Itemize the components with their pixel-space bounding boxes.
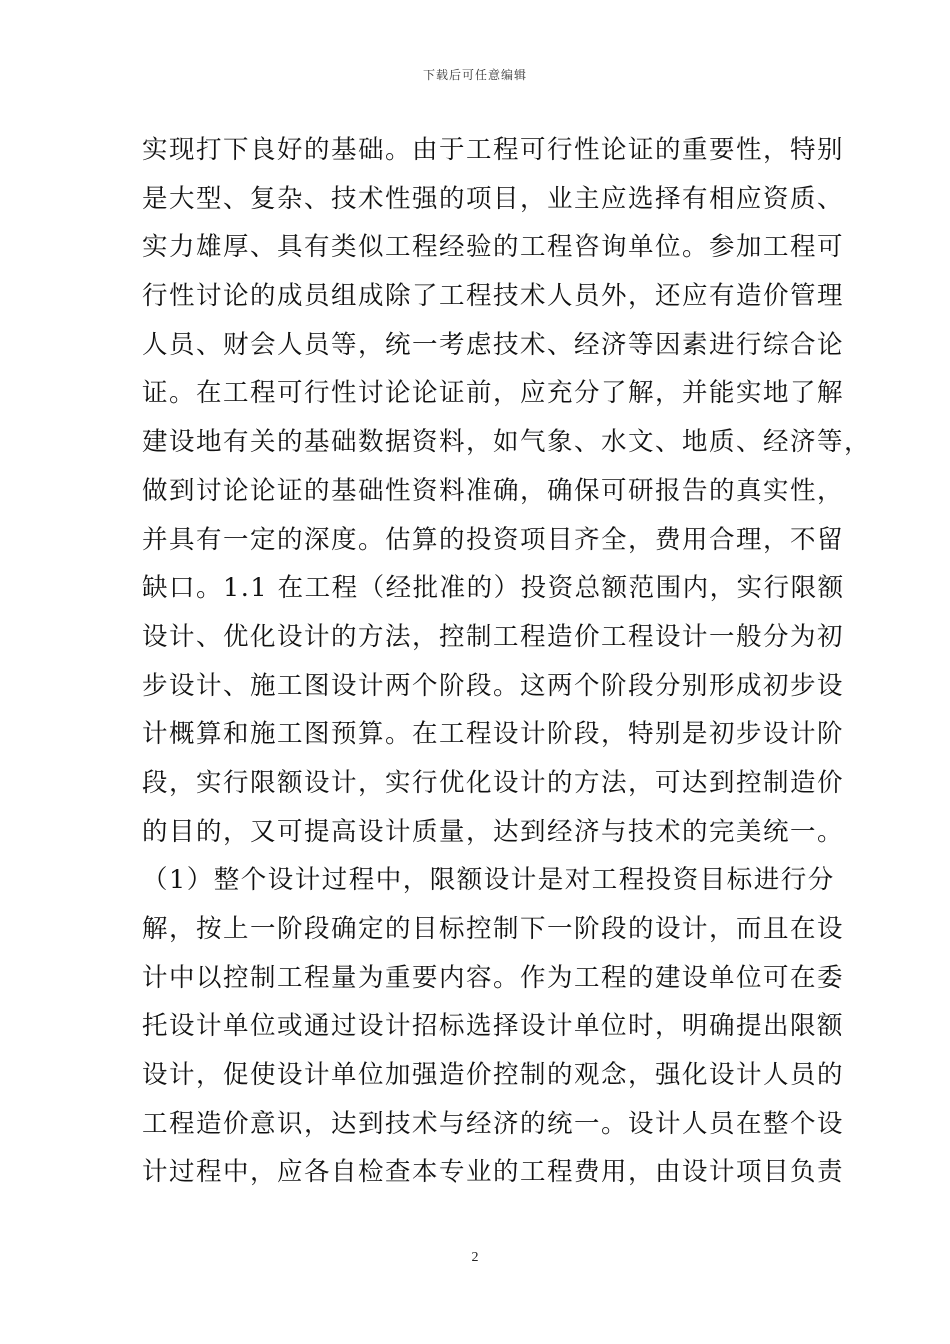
text-line: 行性讨论的成员组成除了工程技术人员外，还应有造价管理 [142,281,845,312]
text-line: 的目的，又可提高设计质量，达到经济与技术的完美统一。 [142,816,845,847]
text-line: 缺口。1.1 在工程（经批准的）投资总额范围内，实行限额 [142,573,845,604]
page-number: 2 [471,1250,479,1265]
text-line: 步设计、施工图设计两个阶段。这两个阶段分别形成初步设 [142,670,845,701]
text-line: 设计，促使设计单位加强造价控制的观念，强化设计人员的 [142,1060,845,1091]
text-line: 计中以控制工程量为重要内容。作为工程的建设单位可在委 [142,962,845,993]
text-line: 并具有一定的深度。估算的投资项目齐全，费用合理，不留 [142,524,845,555]
text-line: 实力雄厚、具有类似工程经验的工程咨询单位。参加工程可 [142,232,845,263]
page-header: 下载后可任意编辑 [422,68,527,82]
text-line: 托设计单位或通过设计招标选择设计单位时，明确提出限额 [142,1011,845,1042]
text-line: 计概算和施工图预算。在工程设计阶段，特别是初步设计阶 [142,719,845,750]
text-line: 建设地有关的基础数据资料，如气象、水文、地质、经济等， [142,427,872,458]
text-line: 证。在工程可行性讨论论证前，应充分了解，并能实地了解 [142,378,845,409]
text-line: 设计、优化设计的方法，控制工程造价工程设计一般分为初 [142,621,845,652]
text-line: 计过程中，应各自检查本专业的工程费用，由设计项目负责 [142,1157,845,1188]
text-line: 是大型、复杂、技术性强的项目，业主应选择有相应资质、 [142,183,845,214]
text-line: 解，按上一阶段确定的目标控制下一阶段的设计，而且在设 [142,914,845,944]
text-line: 工程造价意识，达到技术与经济的统一。设计人员在整个设 [142,1108,845,1139]
body-text [142,126,872,1197]
text-line: 做到讨论论证的基础性资料准确，确保可研报告的真实性， [142,475,845,506]
text-line: 人员、财会人员等，统一考虑技术、经济等因素进行综合论 [142,329,845,360]
text-line: （1）整个设计过程中，限额设计是对工程投资目标进行分 [142,865,835,896]
text-line: 实现打下良好的基础。由于工程可行性论证的重要性，特别 [142,135,845,165]
text-line: 段，实行限额设计，实行优化设计的方法，可达到控制造价 [142,767,845,798]
